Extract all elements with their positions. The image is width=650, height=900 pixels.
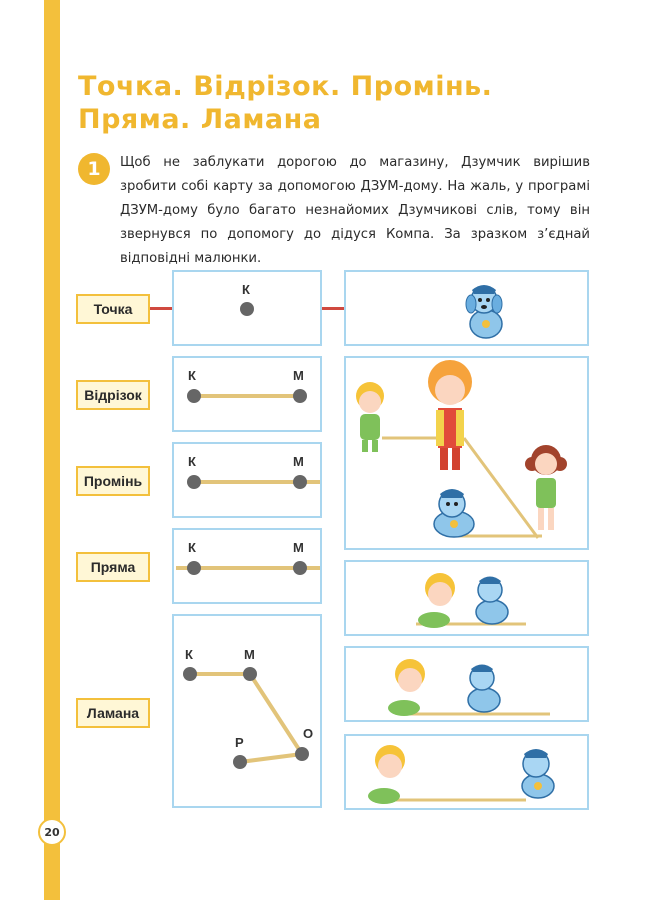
geometry-box-line[interactable]	[172, 528, 322, 604]
label-polyline[interactable]: Ламана	[76, 698, 150, 728]
geometry-box-ray[interactable]	[172, 442, 322, 518]
picture-box-baby-dog-close[interactable]	[344, 560, 589, 636]
page-title	[78, 70, 618, 136]
ray-dot-m	[293, 475, 307, 489]
polyline-dot-o	[295, 747, 309, 761]
dog-illustration	[346, 272, 591, 348]
task-instructions: Щоб не заблукати дорогою до магазину, Дзумчик вирішив зробити собі карту за допомогою ДЗУМ-дому. На жаль, у програмі ДЗУМ-дому було багато незнайомих Дзумчикові слів, тому він звернувся по допомогу до дідуся Компа. За зразком з’єднай відповідні малюнки.	[120, 155, 590, 266]
line-drawing	[174, 530, 324, 606]
segment-label-k: К	[188, 368, 196, 383]
polyline-dot-k	[183, 667, 197, 681]
baby-dog-close-illustration	[346, 562, 591, 638]
polyline-label-k: К	[185, 647, 193, 662]
point-k-dot	[240, 302, 254, 316]
geometry-box-segment[interactable]	[172, 356, 322, 432]
point-drawing	[174, 272, 324, 348]
line-dot-m	[293, 561, 307, 575]
polyline-label-o: О	[303, 726, 314, 741]
picture-box-baby-dog-ray[interactable]	[344, 646, 589, 722]
geometry-box-point[interactable]	[172, 270, 322, 346]
title-line-2: Пряма. Ламана	[78, 104, 322, 135]
task-number-badge: 1	[78, 153, 110, 185]
sample-connector-left	[150, 307, 172, 310]
picture-box-baby-dog-far[interactable]	[344, 734, 589, 810]
picture-box-dog[interactable]	[344, 270, 589, 346]
line-label-m: М	[293, 540, 304, 555]
polyline-path	[190, 674, 302, 762]
baby-dog-ray-illustration	[346, 648, 591, 724]
polyline-drawing	[174, 616, 324, 810]
page-number: 20	[38, 818, 66, 846]
sample-connector-right	[322, 307, 344, 310]
geometry-box-polyline[interactable]	[172, 614, 322, 808]
ray-drawing	[174, 444, 324, 520]
picture-box-children-scene[interactable]	[344, 356, 589, 550]
segment-label-m: М	[293, 368, 304, 383]
side-bar	[44, 0, 60, 900]
segment-drawing	[174, 358, 324, 434]
polyline-dot-m	[243, 667, 257, 681]
polyline-label-m: М	[244, 647, 255, 662]
segment-dot-m	[293, 389, 307, 403]
polyline-label-p: Р	[235, 735, 244, 750]
segment-dot-k	[187, 389, 201, 403]
line-label-k: К	[188, 540, 196, 555]
title-line-1: Точка. Відрізок. Промінь.	[78, 71, 493, 102]
label-ray[interactable]: Промінь	[76, 466, 150, 496]
label-segment[interactable]: Відрізок	[76, 380, 150, 410]
ray-label-m: М	[293, 454, 304, 469]
label-point[interactable]: Точка	[76, 294, 150, 324]
polyline-dot-p	[233, 755, 247, 769]
baby-dog-far-illustration	[346, 736, 591, 812]
children-scene-illustration	[346, 358, 591, 552]
ray-label-k: К	[188, 454, 196, 469]
label-line[interactable]: Пряма	[76, 552, 150, 582]
point-label-k: К	[242, 282, 250, 297]
ray-dot-k	[187, 475, 201, 489]
line-dot-k	[187, 561, 201, 575]
